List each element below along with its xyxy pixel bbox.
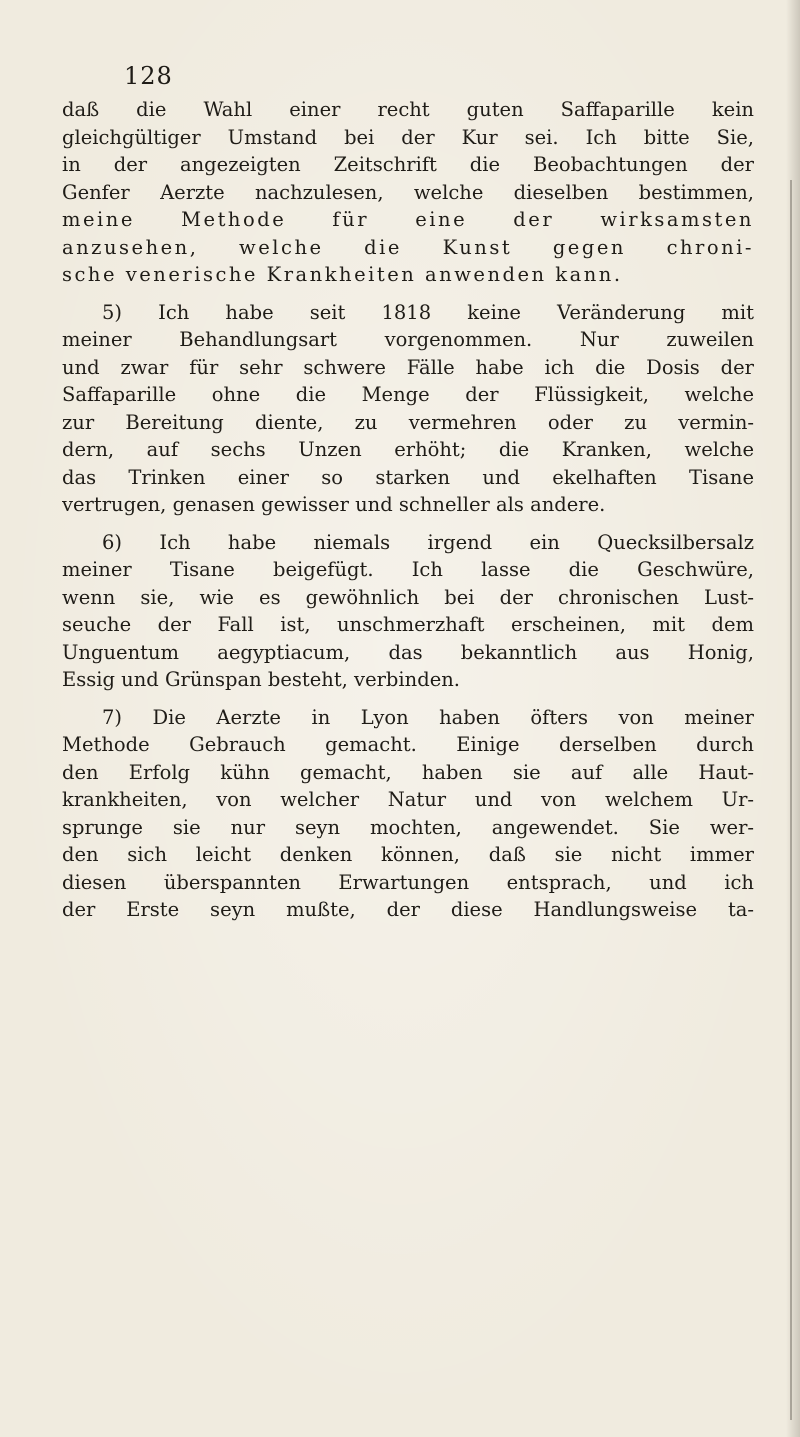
text-line: diesen überspannten Erwartungen entsprach, und ich [62, 870, 754, 894]
text-line: sche venerische Krankheiten anwenden kann. [62, 263, 623, 286]
text-line: meiner Tisane beigefügt. Ich lasse die Geschwüre, [62, 558, 754, 581]
text-line: meine Methode für eine der wirksamsten [62, 208, 754, 231]
text-line: wenn sie, wie es gewöhnlich bei der chronischen Lust- [62, 585, 754, 609]
text-line: gleichgültiger Umstand bei der Kur sei. Ich bitte Sie, [62, 125, 754, 149]
text-line: zur Bereitung diente, zu vermehren oder zu vermin- [62, 410, 754, 434]
text-line: das Trinken einer so starken und ekelhaften Tisane [62, 465, 754, 489]
text-line: der Erste seyn mußte, der diese Handlungsweise ta- [62, 898, 754, 921]
text-line: in der angezeigten Zeitschrift die Beobachtungen der [62, 153, 754, 176]
text-line: Genfer Aerzte nachzulesen, welche dieselben bestimmen, [62, 180, 754, 204]
page-edge-line [790, 180, 792, 1420]
text-line: Essig und Grünspan besteht, verbinden. [62, 668, 460, 691]
text-line: meiner Behandlungsart vorgenommen. Nur zuweilen [62, 328, 754, 351]
text-line: den sich leicht denken können, daß sie nicht immer [62, 843, 754, 866]
text-line: und zwar für sehr schwere Fälle habe ich die Dosis der [62, 355, 754, 379]
text-line: Unguentum aegyptiacum, das bekanntlich aus Honig, [62, 640, 754, 664]
page-gutter-shadow [786, 0, 800, 1437]
paragraph-6-start: 6) Ich habe niemals irgend ein Quecksilbersalz [102, 530, 754, 554]
body-text [62, 96, 754, 924]
text-line: krankheiten, von welcher Natur und von welchem Ur- [62, 788, 754, 811]
text-line: Methode Gebrauch gemacht. Einige derselben durch [62, 733, 754, 756]
paragraph-7-start: 7) Die Aerzte in Lyon haben öfters von meiner [102, 705, 754, 729]
paragraph-5-start: 5) Ich habe seit 1818 keine Veränderung mit [102, 300, 754, 324]
text-line: Saffaparille ohne die Menge der Flüssigkeit, welche [62, 383, 754, 406]
text-line: seuche der Fall ist, unschmerzhaft erscheinen, mit dem [62, 613, 754, 636]
page-number: 128 [124, 62, 173, 90]
text-line: vertrugen, genasen gewisser und schneller als andere. [62, 493, 606, 516]
text-line: anzusehen, welche die Kunst gegen chroni- [62, 235, 754, 259]
text-line: daß die Wahl einer recht guten Saffaparille kein [62, 98, 754, 121]
text-line: dern, auf sechs Unzen erhöht; die Kranken, welche [62, 438, 754, 461]
text-line: sprunge sie nur seyn mochten, angewendet. Sie wer- [62, 815, 754, 839]
text-line: den Erfolg kühn gemacht, haben sie auf alle Haut- [62, 760, 754, 784]
